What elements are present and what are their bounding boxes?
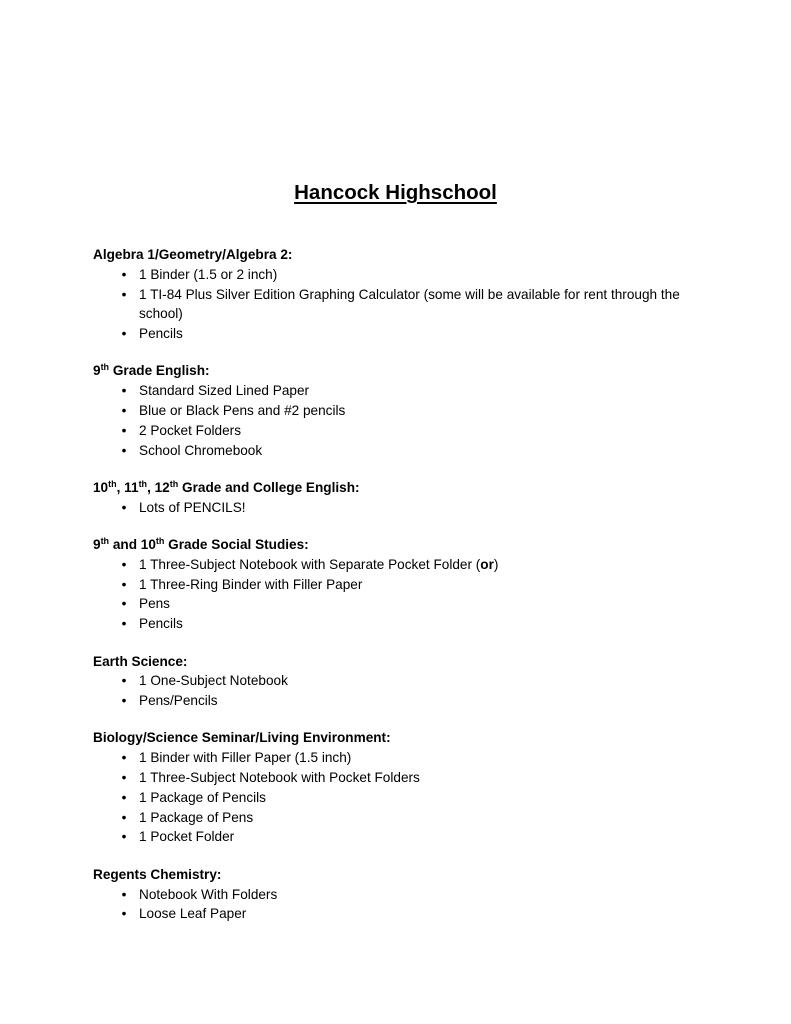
section-regents-chemistry xyxy=(93,865,703,924)
list-item xyxy=(93,381,703,401)
bullet-icon: • xyxy=(121,266,127,282)
section-heading: Biology/Science Seminar/Living Environment: xyxy=(93,730,391,746)
list-item-text: 1 Package of Pencils xyxy=(139,789,266,805)
list-item xyxy=(93,671,703,691)
bullet-icon: • xyxy=(121,596,127,612)
section-heading: Regents Chemistry: xyxy=(93,866,222,882)
list-item-text: Blue or Black Pens and #2 pencils xyxy=(139,403,346,419)
list-item-text: 1 Three-Ring Binder with Filler Paper xyxy=(139,576,363,592)
section-heading: 10th, 11th, 12th Grade and College English: xyxy=(93,478,360,495)
bullet-icon: • xyxy=(121,673,127,689)
bullet-icon: • xyxy=(121,403,127,419)
list-item xyxy=(93,555,703,575)
list-item-text: 1 Binder with Filler Paper (1.5 inch) xyxy=(139,750,352,766)
section-social-studies xyxy=(93,535,703,634)
item-list xyxy=(93,555,703,634)
bullet-icon: • xyxy=(121,770,127,786)
list-item xyxy=(93,594,703,614)
bullet-icon: • xyxy=(121,906,127,922)
bullet-icon: • xyxy=(121,383,127,399)
list-item-text: 2 Pocket Folders xyxy=(139,422,241,438)
bullet-icon: • xyxy=(121,886,127,902)
list-item xyxy=(93,285,703,325)
bullet-icon: • xyxy=(121,576,127,592)
supply-list xyxy=(93,245,703,942)
section-heading: 9th and 10th Grade Social Studies: xyxy=(93,536,309,553)
list-item-text: Pens/Pencils xyxy=(139,693,218,709)
list-item xyxy=(93,885,703,905)
bullet-icon: • xyxy=(121,286,127,302)
list-item xyxy=(93,421,703,441)
section-9th-grade-english xyxy=(93,361,703,460)
list-item xyxy=(93,575,703,595)
list-item xyxy=(93,827,703,847)
item-list xyxy=(93,671,703,711)
section-algebra-geometry xyxy=(93,245,703,344)
list-item xyxy=(93,265,703,285)
page-title: Hancock Highschool xyxy=(294,181,497,204)
list-item xyxy=(93,614,703,634)
item-list xyxy=(93,498,703,518)
list-item-text: 1 Three-Subject Notebook with Separate Pocket Folder (or) xyxy=(139,556,499,572)
bullet-icon: • xyxy=(121,693,127,709)
bullet-icon: • xyxy=(121,616,127,632)
list-item-text: Notebook With Folders xyxy=(139,886,278,902)
item-list xyxy=(93,381,703,460)
bullet-icon: • xyxy=(121,829,127,845)
list-item xyxy=(93,768,703,788)
list-item-text: Pencils xyxy=(139,326,183,342)
list-item xyxy=(93,498,703,518)
bullet-icon: • xyxy=(121,789,127,805)
bullet-icon: • xyxy=(121,499,127,515)
section-biology xyxy=(93,728,703,847)
list-item xyxy=(93,808,703,828)
list-item-text: 1 Three-Subject Notebook with Pocket Folders xyxy=(139,770,420,786)
list-item xyxy=(93,324,703,344)
bullet-icon: • xyxy=(121,809,127,825)
list-item-text: Loose Leaf Paper xyxy=(139,906,247,922)
section-earth-science xyxy=(93,652,703,711)
list-item-text: Pens xyxy=(139,596,170,612)
list-item xyxy=(93,788,703,808)
list-item xyxy=(93,401,703,421)
list-item xyxy=(93,691,703,711)
list-item-text: School Chromebook xyxy=(139,442,263,458)
list-item-text: 1 One-Subject Notebook xyxy=(139,673,288,689)
list-item xyxy=(93,904,703,924)
bullet-icon: • xyxy=(121,442,127,458)
bullet-icon: • xyxy=(121,422,127,438)
list-item xyxy=(93,748,703,768)
section-upper-grade-english xyxy=(93,478,703,518)
section-heading: Earth Science: xyxy=(93,653,188,669)
list-item-text: Pencils xyxy=(139,616,183,632)
list-item-text: 1 Binder (1.5 or 2 inch) xyxy=(139,266,278,282)
bullet-icon: • xyxy=(121,556,127,572)
item-list xyxy=(93,748,703,847)
item-list xyxy=(93,885,703,925)
list-item-text: 1 Package of Pens xyxy=(139,809,254,825)
list-item-text: 1 Pocket Folder xyxy=(139,829,235,845)
list-item-text: Lots of PENCILS! xyxy=(139,499,246,515)
section-heading: Algebra 1/Geometry/Algebra 2: xyxy=(93,247,293,262)
section-heading: 9th Grade English: xyxy=(93,362,210,379)
list-item-text: 1 TI-84 Plus Silver Edition Graphing Calculator (some will be available for rent through the school) xyxy=(139,286,680,322)
list-item-text: Standard Sized Lined Paper xyxy=(139,383,310,399)
item-list xyxy=(93,265,703,344)
list-item xyxy=(93,441,703,461)
bullet-icon: • xyxy=(121,750,127,766)
bullet-icon: • xyxy=(121,326,127,342)
